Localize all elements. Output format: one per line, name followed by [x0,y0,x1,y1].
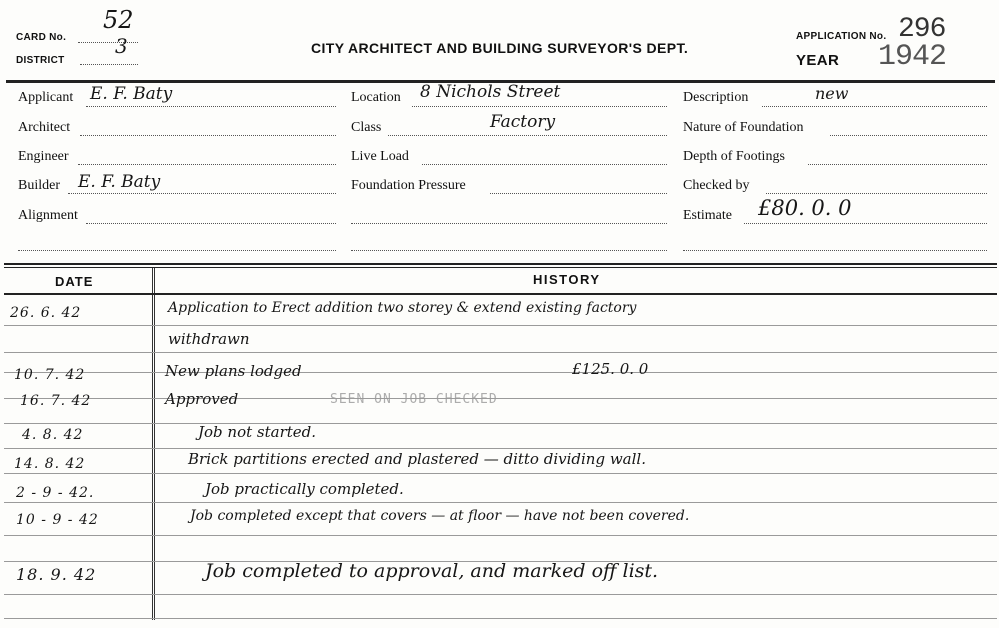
estimate-line [744,223,987,224]
department-title: CITY ARCHITECT AND BUILDING SURVEYOR'S DEPT. [311,40,689,56]
date-column-divider-2 [154,268,155,620]
description-label: Description [683,90,749,105]
ruled-line [4,398,997,399]
column1-extra-line [18,250,336,251]
alignment-label: Alignment [18,208,78,223]
row-7-date: 2 - 9 - 42. [16,485,95,501]
row-3-date: 10. 7. 42 [14,367,86,383]
applicant-value: E. F. Baty [90,84,173,104]
history-column-header: HISTORY [533,272,601,287]
date-column-header: DATE [55,274,94,289]
class-value: Factory [490,112,556,132]
ruled-line [4,535,997,536]
application-number: 296 [898,14,946,45]
live-load-label: Live Load [351,149,409,164]
location-line [412,106,667,107]
row-1-date: 26. 6. 42 [10,305,82,321]
row-8-date: 10 - 9 - 42 [16,512,99,528]
district-line [80,64,138,65]
row-5-date: 4. 8. 42 [22,427,84,443]
ruled-line [4,423,997,424]
ruled-line [4,473,997,474]
engineer-line [78,164,336,165]
class-label: Class [351,120,382,135]
description-line [762,106,987,107]
description-value: new [815,84,849,103]
ruled-line [4,618,997,619]
row-4-history: Approved [165,390,239,408]
district-label: DISTRICT [16,55,65,66]
foundation-pressure-label: Foundation Pressure [351,178,466,193]
row-3-history: New plans lodged [165,362,302,380]
table-top-rule [4,263,997,265]
ruled-line [4,325,997,326]
row-5-history: Job not started. [198,423,317,441]
live-load-line [422,164,667,165]
depth-of-footings-label: Depth of Footings [683,149,785,164]
row-4-date: 16. 7. 42 [20,393,92,409]
builder-label: Builder [18,178,60,193]
seen-on-job-stamp: SEEN ON JOB CHECKED [330,392,498,407]
checked-by-line [766,193,987,194]
ruled-line [4,352,997,353]
estimate-label: Estimate [683,208,732,223]
builder-line [68,193,336,194]
district-value: 3 [115,34,128,58]
year-label: YEAR [796,52,840,69]
application-label: APPLICATION No. [796,31,887,42]
row-9-date: 18. 9. 42 [16,565,97,584]
architect-line [80,135,336,136]
applicant-line [86,106,336,107]
ruled-line [4,372,997,373]
column2-extra-line-1 [351,223,667,224]
card-no-label: CARD No. [16,32,67,43]
nature-of-foundation-line [830,135,987,136]
location-value: 8 Nichols Street [420,82,561,102]
engineer-label: Engineer [18,149,69,164]
header-row-rule [4,293,997,295]
architect-label: Architect [18,120,71,135]
estimate-value: £80. 0. 0 [758,196,852,220]
row-6-history: Brick partitions erected and plastered — ditto dividing wall. [188,450,646,468]
class-line [388,135,667,136]
row-6-date: 14. 8. 42 [14,456,86,472]
row-8-history: Job completed except that covers — at floor — have not been covered. [190,508,690,524]
ruled-line [4,594,997,595]
row-1-history: Application to Erect addition two storey & extend existing factory [168,300,637,316]
column3-extra-line [683,250,987,251]
row-9-history: Job completed to approval, and marked off list. [205,560,659,582]
card-no-value: 52 [103,6,134,34]
ruled-line [4,502,997,503]
column2-extra-line-2 [351,250,667,251]
ruled-line [4,448,997,449]
nature-of-foundation-label: Nature of Foundation [683,120,804,135]
applicant-label: Applicant [18,90,74,105]
card-no-line [78,42,138,43]
location-label: Location [351,90,401,105]
row-2-history: withdrawn [168,330,250,348]
foundation-pressure-line [490,193,667,194]
row-3-amount: £125. 0. 0 [572,360,649,378]
builder-value: E. F. Baty [78,172,161,192]
checked-by-label: Checked by [683,178,750,193]
year-value: 1942 [878,40,947,74]
alignment-line [86,223,336,224]
depth-of-footings-line [808,164,987,165]
row-7-history: Job practically completed. [205,480,404,498]
